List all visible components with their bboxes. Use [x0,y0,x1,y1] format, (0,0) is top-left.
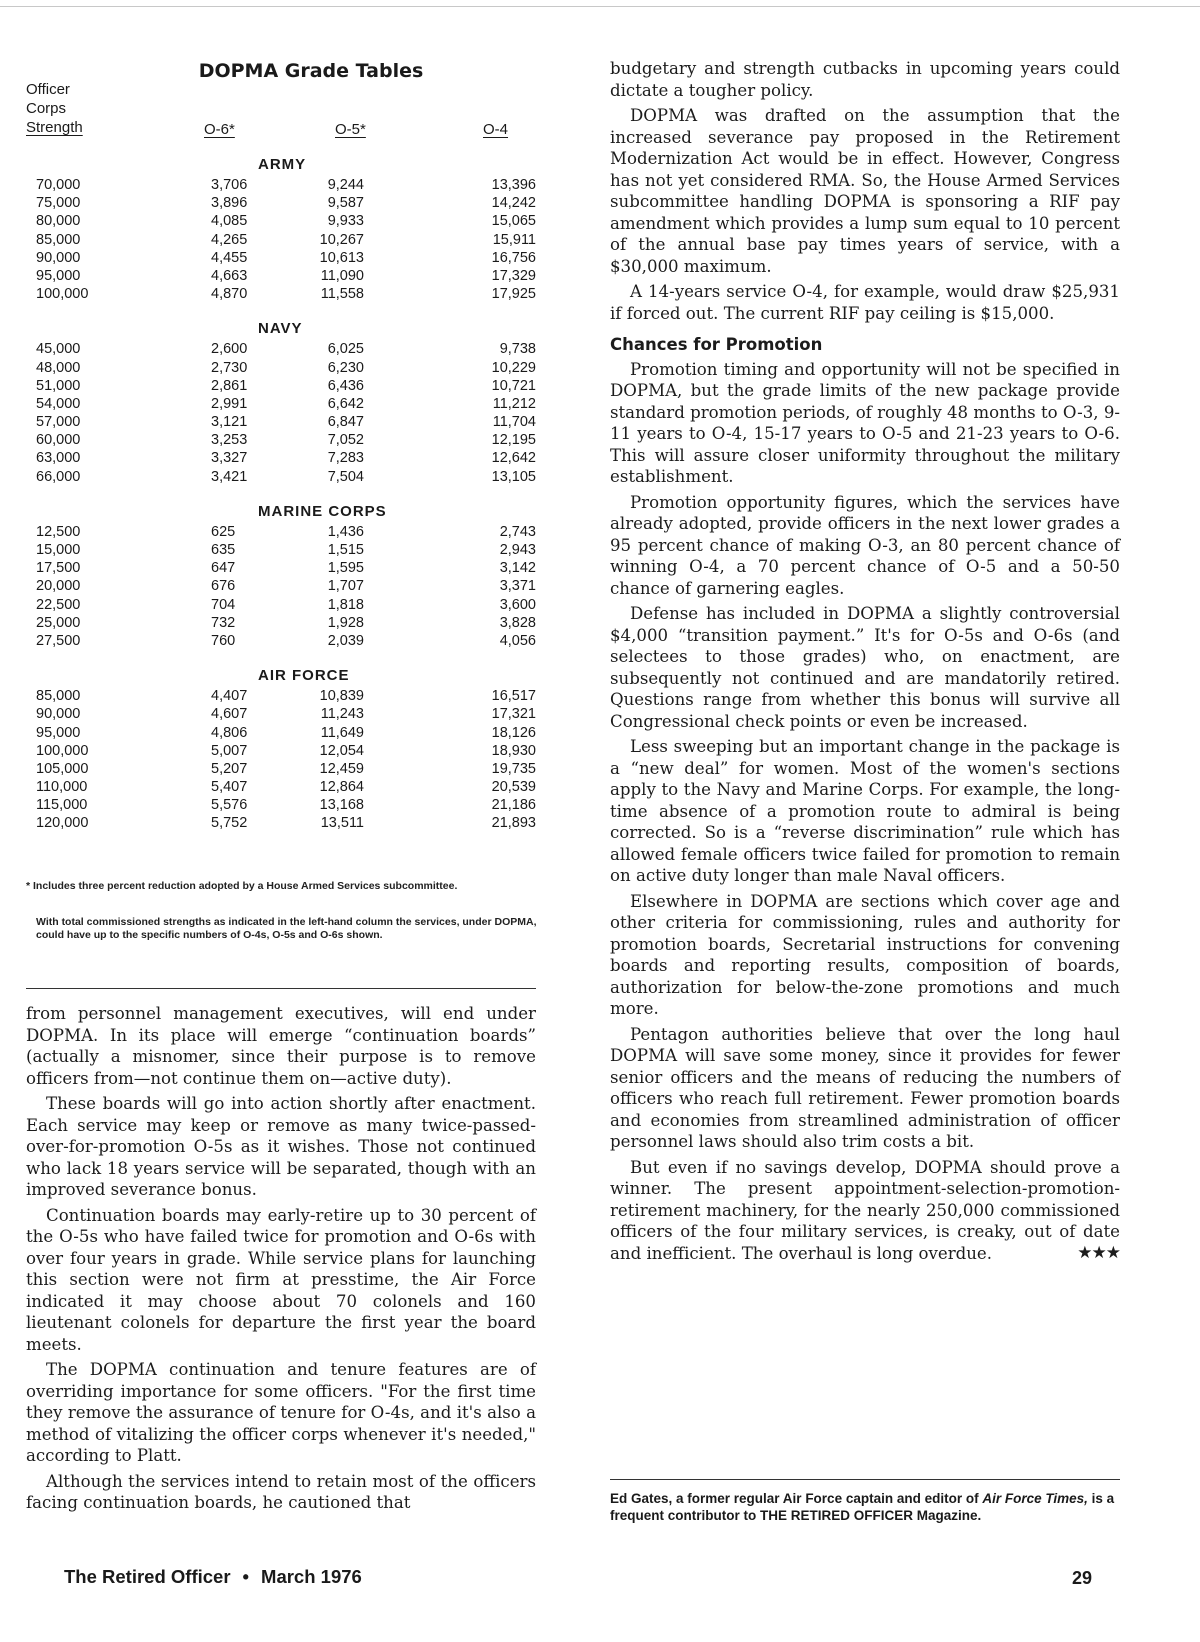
o6-cell: 732 [211,614,236,631]
o6-cell: 2,991 [211,395,248,412]
table-row [26,596,536,614]
strength-cell: 90,000 [36,249,81,266]
o4-cell: 16,756 [491,249,536,266]
o4-cell: 3,371 [499,578,536,595]
o4-cell: 18,930 [491,742,536,759]
o6-cell: 4,870 [211,286,248,303]
strength-cell: 12,500 [36,523,81,540]
author-bio [610,1490,1120,1524]
strength-cell: 66,000 [36,468,81,485]
o6-cell: 3,121 [211,414,248,431]
paragraph: Promotion opportunity figures, which the services have already adopted, provide officers in the next lower grades a 95 percent chance of making O-3, an 80 percent chance of winning O-4, a 70 percent chance of O-5 and a 50-50 chance of garnering eagles. [610,492,1120,598]
table-row [26,413,536,431]
right-column-text [610,58,1120,1268]
strength-cell: 70,000 [36,177,81,193]
paragraph: DOPMA was drafted on the assumption that the increased severance pay proposed in the Retirement Modernization Act would be in effect. However, Congress has not yet considered RMA. So, the House Armed Services subcommittee handling DOPMA is sponsoring a RIF pay amendment which provides a lump sum equal to 10 percent of the annual base pay times years of service, with a $30,000 maximum. [610,106,1120,276]
paragraph: Defense has included in DOPMA a slightly controversial $4,000 “transition payment.” It's for O-5s and O-6s (and selectees to those grades) who, on enactment, are subsequently not continued and are mandatorily retired. Questions range from whether this bonus will survive all Congressional check points or even be increased. [610,604,1120,731]
strength-cell: 22,500 [36,596,81,613]
service-label: ARMY [258,156,307,173]
paragraph: Continuation boards may early-retire up to 30 percent of the O-5s who have failed twice for promotion and O-6s with over four years in grade. While service plans for launching this section were not firm at presstime, the Air Force indicated it may choose about 70 colonels and 160 lieutenant colonels for departure the first year the board meets. [26,1205,536,1354]
table-row [26,449,536,467]
page-number: 29 [1072,1568,1093,1588]
o6-cell: 5,007 [211,742,248,759]
section-heading: Chances for Promotion [610,335,823,354]
o6-cell: 4,607 [211,706,248,723]
o5-cell: 6,436 [327,377,364,394]
strength-cell: 115,000 [36,797,88,814]
o4-cell: 21,893 [491,815,536,832]
o5-cell: 2,039 [327,632,364,649]
o5-cell: 11,090 [320,267,364,284]
o6-cell: 2,600 [211,341,248,358]
section-gap [26,486,536,500]
paragraph: Less sweeping but an important change in the package is a “new deal” for women. Most of the women's sections apply to the Navy and Marine Corps. For example, the long-time absence of a promotion route to admiral is being corrected. So is a “reverse discrimination” rule which has allowed female officers twice failed for promotion to remain on active duty longer than male Naval officers. [610,737,1120,885]
o5-cell: 1,818 [327,596,364,613]
table-row [26,577,536,595]
strength-cell: 25,000 [36,614,81,631]
o5-cell: 1,928 [327,614,364,631]
o6-cell: 3,253 [211,432,248,449]
o4-cell: 3,600 [499,596,536,613]
paragraph: Promotion timing and opportunity will not be specified in DOPMA, but the grade limits of the new package provide standard promotion periods, of roughly 48 months to O-3, 9-11 years to O-4, 15-17 years to O-5 and 21-23 years to O-6. This will assure closer uniformity throughout the military establishment. [610,359,1120,486]
o6-cell: 3,706 [211,177,248,193]
strength-cell: 110,000 [36,779,88,796]
o6-cell: 2,861 [211,377,248,394]
o4-cell: 17,329 [491,267,536,284]
o5-cell: 12,864 [319,779,364,796]
bio-divider-rule [610,1479,1120,1480]
o6-cell: 4,806 [211,724,248,741]
o5-cell: 11,558 [320,286,364,303]
table-title: DOPMA Grade Tables [198,60,424,82]
final-paragraph [610,1157,1120,1265]
o4-cell: 21,186 [491,797,536,814]
table-row [26,541,536,559]
service-label: NAVY [258,320,303,338]
paragraph: Pentagon authorities believe that over the long haul DOPMA will save some money, since it provides for fewer senior officers and the means of reducing the numbers of officers who reach full retirement. Fewer promotion boards and economies from streamlined administration of officer personnel laws should also trim costs a bit. [610,1024,1120,1151]
o4-cell: 4,056 [499,632,536,649]
strength-cell: 105,000 [36,760,89,777]
o6-cell: 676 [211,578,236,595]
strength-cell: 85,000 [36,231,81,248]
table-row [26,194,536,212]
table-row [26,231,536,249]
table-row [26,176,536,194]
paragraph: Although the services intend to retain most of the officers facing continuation boards, he cautioned that [26,1471,536,1512]
o5-cell: 7,504 [327,468,364,485]
o4-cell: 15,911 [492,231,536,248]
service-label: MARINE CORPS [258,502,387,520]
o4-cell: 11,212 [492,395,536,412]
o4-cell: 12,642 [491,450,536,467]
strength-cell: 15,000 [36,542,81,558]
o6-cell: 4,663 [211,267,248,284]
o5-cell: 6,847 [327,414,364,431]
footer-publication: The Retired Officer [64,1566,231,1587]
strength-cell: 100,000 [36,742,89,759]
o4-cell: 13,105 [491,468,536,485]
strength-column-header [26,80,96,137]
o5-cell: 11,243 [320,706,364,723]
o5-cell: 9,933 [327,213,364,230]
strength-header-line: Strength [26,119,83,136]
table-divider-rule [26,988,536,989]
table-row [26,395,536,413]
o4-cell: 2,943 [499,542,536,558]
table-row [26,249,536,267]
o5-cell: 10,613 [319,249,364,266]
footer-separator: • [242,1566,250,1587]
strength-cell: 45,000 [36,341,81,358]
o6-cell: 2,730 [211,359,248,376]
o4-cell: 10,229 [491,359,536,376]
strength-header-line: Officer [26,81,70,98]
o6-cell: 647 [211,560,236,577]
table-row [26,687,536,705]
service-label: AIR FORCE [258,667,350,685]
table-row [26,377,536,395]
o6-column-header: O-6* [204,121,235,138]
page-top-edge [0,6,1200,7]
o5-cell: 12,459 [319,760,364,777]
strength-cell: 95,000 [36,267,81,284]
o5-cell: 1,515 [327,542,364,558]
o5-cell: 1,707 [327,578,364,595]
bio-publication-title: Air Force Times, [982,1491,1088,1506]
o4-cell: 20,539 [491,779,536,796]
o5-cell: 7,052 [327,432,364,449]
footer-date: March 1976 [261,1566,362,1587]
o4-cell: 15,065 [491,213,536,230]
strength-cell: 63,000 [36,450,81,467]
o6-cell: 635 [211,542,236,558]
o4-column-header: O-4 [483,121,509,138]
table-row [26,340,536,358]
o6-cell: 3,896 [211,195,248,212]
strength-cell: 20,000 [36,578,81,595]
strength-cell: 120,000 [36,815,89,832]
end-of-article-stars: ★★★ [1077,1242,1120,1263]
o6-cell: 625 [211,523,236,540]
strength-cell: 80,000 [36,213,81,230]
strength-cell: 51,000 [36,377,81,394]
footer-publication-line [64,1566,362,1588]
o5-cell: 12,054 [319,742,364,759]
table-footnote-explanation: With total commissioned strengths as indicated in the left-hand column the services, under DOPMA, could have up to the specific numbers of O-4s, O-5s and O-6s shown. [36,916,537,941]
o4-cell: 2,743 [499,523,536,540]
strength-header-line: Corps [26,100,67,117]
o5-column-header: O-5* [335,121,366,138]
o4-cell: 10,721 [491,377,536,394]
strength-cell: 75,000 [36,195,81,212]
o6-cell: 760 [211,632,236,649]
table-row [26,359,536,377]
paragraph: Elsewhere in DOPMA are sections which cover age and other criteria for commissioning, rules and authority for promotion boards, Secretarial instructions for convening boards and reporting results, composition of boards, authorization for below-the-zone promotions and much more. [610,891,1120,1018]
o6-cell: 5,207 [211,760,248,777]
strength-cell: 95,000 [36,724,81,741]
o4-cell: 18,126 [491,724,536,741]
table-row [26,632,536,650]
table-row [26,468,536,486]
o5-cell: 6,230 [327,359,364,376]
strength-cell: 27,500 [36,632,81,649]
strength-cell: 85,000 [36,688,81,705]
o6-cell: 5,407 [211,779,248,796]
o6-cell: 3,421 [211,468,248,485]
table-row [26,796,536,814]
table-row [26,212,536,230]
o4-cell: 3,142 [499,560,536,577]
strength-cell: 48,000 [36,359,81,376]
o5-cell: 7,283 [327,450,364,467]
table-row [26,267,536,285]
bio-text: Ed Gates, a former regular Air Force captain and editor of [610,1491,983,1506]
paragraph: budgetary and strength cutbacks in upcoming years could dictate a tougher policy. [610,59,1120,100]
table-body [26,153,536,833]
o6-cell: 4,265 [211,231,248,248]
o5-cell: 1,595 [327,560,364,577]
strength-cell: 17,500 [36,560,81,577]
table-row [26,705,536,723]
o4-cell: 3,828 [499,614,536,631]
o6-cell: 5,752 [211,815,248,832]
o4-cell: 17,925 [491,286,536,303]
o5-cell: 6,642 [327,395,364,412]
o4-cell: 9,738 [499,341,536,358]
final-paragraph-text: But even if no savings develop, DOPMA should prove a winner. The present appointment-selection-promotion-retirement machinery, for the nearly 250,000 commissioned officers of the four military services, is creaky, out of date and inefficient. The overhaul is long overdue. [610,1157,1120,1263]
section-gap [26,303,536,317]
o4-cell: 16,517 [491,688,536,705]
o5-cell: 1,436 [327,523,364,540]
table-footnote-asterisk: * Includes three percent reduction adopted by a House Armed Services subcommittee. [26,880,458,892]
strength-cell: 100,000 [36,286,89,303]
table-row [26,760,536,778]
paragraph: The DOPMA continuation and tenure features are of overriding importance for some officers. "For the first time they remove the assurance of tenure for O-4s, and it's also a method of vitalizing the officer corps whenever it's needed," according to Platt. [26,1360,536,1465]
o4-cell: 13,396 [491,177,536,193]
paragraph: These boards will go into action shortly after enactment. Each service may keep or remove as many twice-passed-over-for-promotion O-5s as it wishes. Those not continued who lack 18 years service will be separated, though with an improved severance bonus. [26,1094,536,1199]
table-row [26,742,536,760]
table-row [26,614,536,632]
table-row [26,814,536,832]
o5-cell: 13,511 [320,815,364,832]
paragraph: A 14-years service O-4, for example, would draw $25,931 if forced out. The current RIF pay ceiling is $15,000. [610,282,1120,323]
table-row [26,724,536,742]
table-row [26,523,536,541]
o6-cell: 4,455 [211,249,248,266]
left-column-text [26,1003,536,1518]
table-row [26,778,536,796]
strength-cell: 90,000 [36,706,81,723]
o5-cell: 13,168 [319,797,364,814]
strength-cell: 60,000 [36,432,81,449]
o4-cell: 19,735 [491,760,536,777]
o4-cell: 11,704 [492,414,536,431]
o4-cell: 14,242 [491,195,536,212]
strength-cell: 57,000 [36,414,81,431]
o5-cell: 9,244 [327,177,364,193]
o6-cell: 5,576 [211,797,248,814]
strength-cell: 54,000 [36,395,81,412]
table-row [26,285,536,303]
o6-cell: 704 [211,596,236,613]
bio-text: is a frequent contributor to THE RETIRED OFFICER Magazine. [610,1491,1115,1523]
o5-cell: 10,267 [319,231,364,248]
table-row [26,431,536,449]
o6-cell: 4,407 [211,688,248,705]
o6-cell: 4,085 [211,213,248,230]
o5-cell: 9,587 [327,195,364,212]
o5-cell: 6,025 [327,341,364,358]
o5-cell: 10,839 [319,688,364,705]
o4-cell: 17,321 [491,706,536,723]
section-gap [26,650,536,664]
table-row [26,559,536,577]
paragraph: from personnel management executives, will end under DOPMA. In its place will emerge “continuation boards” (actually a misnomer, since their purpose is to remove officers from—not continue them on—active duty). [26,1004,536,1088]
o5-cell: 11,649 [320,724,364,741]
o4-cell: 12,195 [491,432,536,449]
o6-cell: 3,327 [211,450,248,467]
